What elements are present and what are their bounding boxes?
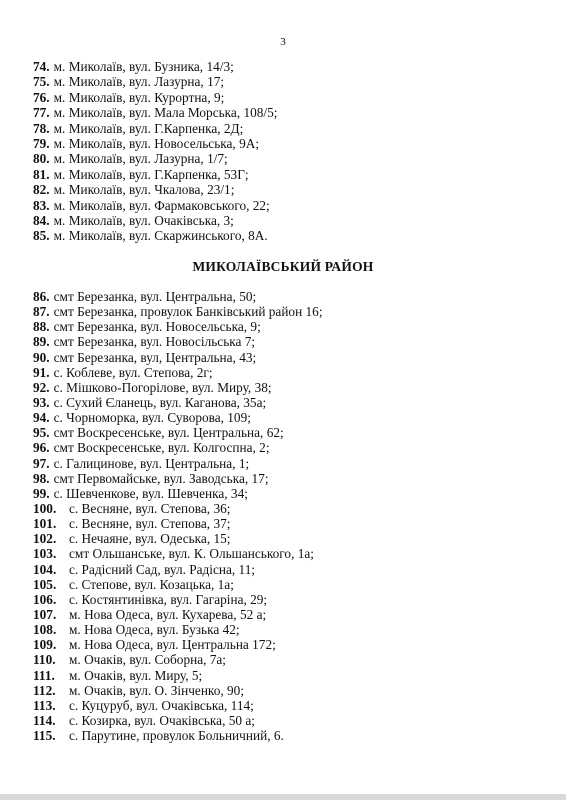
- item-address: м. Миколаїв, вул. Скаржинського, 8А.: [53, 228, 268, 244]
- item-address: смт Березанка, провулок Банківський район 16;: [53, 304, 323, 320]
- list-item: [33, 121, 553, 136]
- item-address: с. Мішково-Погорілове, вул. Миру, 38;: [53, 379, 272, 395]
- item-address: м. Нова Одеса, вул. Кухарева, 52 а;: [69, 606, 267, 622]
- list-item: [33, 637, 553, 652]
- list-item: [33, 74, 553, 89]
- list-item: [33, 652, 553, 667]
- item-number: 107.: [33, 606, 57, 622]
- item-address: м. Миколаїв, вул. Лазурна, 17;: [53, 74, 225, 90]
- item-number: 85.: [33, 228, 50, 244]
- item-number: 96.: [33, 440, 50, 456]
- list-item: [33, 471, 553, 486]
- list-item: [33, 334, 553, 349]
- item-number: 75.: [33, 74, 50, 90]
- item-number: 94.: [33, 410, 50, 426]
- list-item: [33, 213, 553, 228]
- item-address: смт Ольшанське, вул. К. Ольшанського, 1а;: [69, 546, 314, 562]
- list-item: [33, 228, 553, 243]
- item-address: смт Воскресенське, вул. Центральна, 62;: [53, 425, 284, 441]
- item-address: м. Нова Одеса, вул. Бузька 42;: [69, 622, 240, 638]
- list-item: [33, 395, 553, 410]
- list-item: [33, 319, 553, 334]
- list-item: [33, 577, 553, 592]
- list-item: [33, 304, 553, 319]
- item-number: 110.: [33, 652, 56, 668]
- item-number: 88.: [33, 319, 50, 335]
- item-address: с. Весняне, вул. Степова, 37;: [69, 516, 231, 532]
- item-address: м. Миколаїв, вул. Чкалова, 23/1;: [53, 182, 235, 198]
- address-list-mykolaiv-district: [33, 289, 553, 743]
- list-item: [33, 713, 553, 728]
- item-number: 81.: [33, 166, 50, 182]
- item-address: с. Нечаяне, вул. Одеська, 15;: [69, 531, 231, 547]
- item-number: 86.: [33, 289, 50, 304]
- item-address: смт Березанка, вул, Центральна, 43;: [53, 349, 257, 365]
- item-address: смт Березанка, вул. Новосільська 7;: [53, 334, 256, 350]
- list-item: [33, 182, 553, 197]
- item-number: 111.: [33, 667, 55, 683]
- item-address: м. Миколаїв, вул. Курортна, 9;: [53, 89, 225, 105]
- item-number: 112.: [33, 682, 56, 698]
- list-item: [33, 683, 553, 698]
- item-number: 74.: [33, 59, 50, 74]
- item-number: 93.: [33, 394, 50, 410]
- item-address: с. Куцуруб, вул. Очаківська, 114;: [69, 697, 254, 713]
- list-item: [33, 198, 553, 213]
- list-item: [33, 105, 553, 120]
- item-address: с. Шевченкове, вул. Шевченка, 34;: [53, 485, 248, 501]
- item-address: смт Березанка, вул. Новосельська, 9;: [53, 319, 261, 335]
- item-address: с. Коблеве, вул. Степова, 2г;: [53, 364, 213, 380]
- list-item: [33, 380, 553, 395]
- item-number: 114.: [33, 712, 56, 728]
- item-number: 79.: [33, 135, 50, 151]
- list-item: [33, 425, 553, 440]
- list-item: [33, 151, 553, 166]
- item-number: 98.: [33, 470, 50, 486]
- item-address: м. Очаків, вул. О. Зінченко, 90;: [69, 682, 245, 698]
- item-address: м. Миколаїв, вул. Бузника, 14/3;: [53, 59, 234, 74]
- list-item: [33, 728, 553, 743]
- list-item: [33, 546, 553, 561]
- list-item: [33, 167, 553, 182]
- item-address: смт Березанка, вул. Центральна, 50;: [53, 289, 257, 304]
- item-number: 87.: [33, 304, 50, 320]
- page-number: 3: [280, 36, 286, 48]
- item-number: 91.: [33, 364, 50, 380]
- list-item: [33, 365, 553, 380]
- item-number: 78.: [33, 120, 50, 136]
- item-address: с. Козирка, вул. Очаківська, 50 а;: [69, 712, 255, 728]
- item-address: м. Миколаїв, вул. Новосельська, 9А;: [53, 135, 260, 151]
- item-address: с. Галицинове, вул. Центральна, 1;: [53, 455, 250, 471]
- item-number: 83.: [33, 197, 50, 213]
- item-address: м. Миколаїв, вул. Мала Морська, 108/5;: [53, 105, 278, 121]
- list-item: [33, 440, 553, 455]
- list-item: [33, 350, 553, 365]
- item-address: смт Воскресенське, вул. Колгоспна, 2;: [53, 440, 270, 456]
- item-address: с. Радісний Сад, вул. Радісна, 11;: [69, 561, 256, 577]
- item-number: 105.: [33, 576, 57, 592]
- item-address: м. Миколаїв, вул. Лазурна, 1/7;: [53, 151, 228, 167]
- list-item: [33, 562, 553, 577]
- item-number: 106.: [33, 591, 57, 607]
- list-item: [33, 592, 553, 607]
- item-number: 82.: [33, 182, 50, 198]
- item-number: 89.: [33, 334, 50, 350]
- item-address: с. Весняне, вул. Степова, 36;: [69, 500, 231, 516]
- item-number: 97.: [33, 455, 50, 471]
- item-number: 76.: [33, 89, 50, 105]
- district-heading: МИКОЛАЇВСЬКИЙ РАЙОН: [192, 259, 374, 274]
- item-number: 77.: [33, 105, 50, 121]
- item-number: 108.: [33, 622, 57, 638]
- item-number: 113.: [33, 697, 56, 713]
- item-number: 84.: [33, 212, 50, 228]
- list-item: [33, 531, 553, 546]
- item-address: м. Миколаїв, вул. Г.Карпенка, 2Д;: [53, 120, 244, 136]
- list-item: [33, 668, 553, 683]
- item-address: м. Миколаїв, вул. Г.Карпенка, 53Г;: [53, 166, 249, 182]
- item-number: 101.: [33, 516, 57, 532]
- item-address: с. Парутине, провулок Больничний, 6.: [69, 728, 284, 744]
- item-number: 104.: [33, 561, 57, 577]
- list-item: [33, 486, 553, 501]
- item-number: 109.: [33, 637, 57, 653]
- item-address: м. Очаків, вул. Соборна, 7а;: [69, 652, 226, 668]
- item-address: с. Степове, вул. Козацька, 1а;: [69, 576, 234, 592]
- list-item: [33, 698, 553, 713]
- item-number: 100.: [33, 500, 57, 516]
- item-address: с. Сухий Єланець, вул. Каганова, 35а;: [53, 394, 267, 410]
- list-item: [33, 516, 553, 531]
- item-number: 115.: [33, 728, 56, 744]
- item-address: смт Первомайське, вул. Заводська, 17;: [53, 470, 269, 486]
- page-bottom-edge: [0, 794, 566, 800]
- item-number: 102.: [33, 531, 57, 547]
- item-number: 99.: [33, 485, 50, 501]
- item-number: 90.: [33, 349, 50, 365]
- list-item: [33, 410, 553, 425]
- item-number: 95.: [33, 425, 50, 441]
- item-address: м. Миколаїв, вул. Фармаковського, 22;: [53, 197, 270, 213]
- list-item: [33, 289, 553, 304]
- list-item: [33, 59, 553, 74]
- list-item: [33, 90, 553, 105]
- item-address: с. Костянтинівка, вул. Гагаріна, 29;: [69, 591, 268, 607]
- item-address: м. Миколаїв, вул. Очаківська, 3;: [53, 212, 234, 228]
- list-item: [33, 456, 553, 471]
- list-item: [33, 607, 553, 622]
- item-number: 80.: [33, 151, 50, 167]
- item-number: 103.: [33, 546, 57, 562]
- item-number: 92.: [33, 379, 50, 395]
- list-item: [33, 136, 553, 151]
- list-item: [33, 622, 553, 637]
- address-list-mykolaiv: [33, 59, 553, 244]
- item-address: с. Чорноморка, вул. Суворова, 109;: [53, 410, 251, 426]
- item-address: м. Очаків, вул. Миру, 5;: [69, 667, 203, 683]
- item-address: м. Нова Одеса, вул. Центральна 172;: [69, 637, 276, 653]
- list-item: [33, 501, 553, 516]
